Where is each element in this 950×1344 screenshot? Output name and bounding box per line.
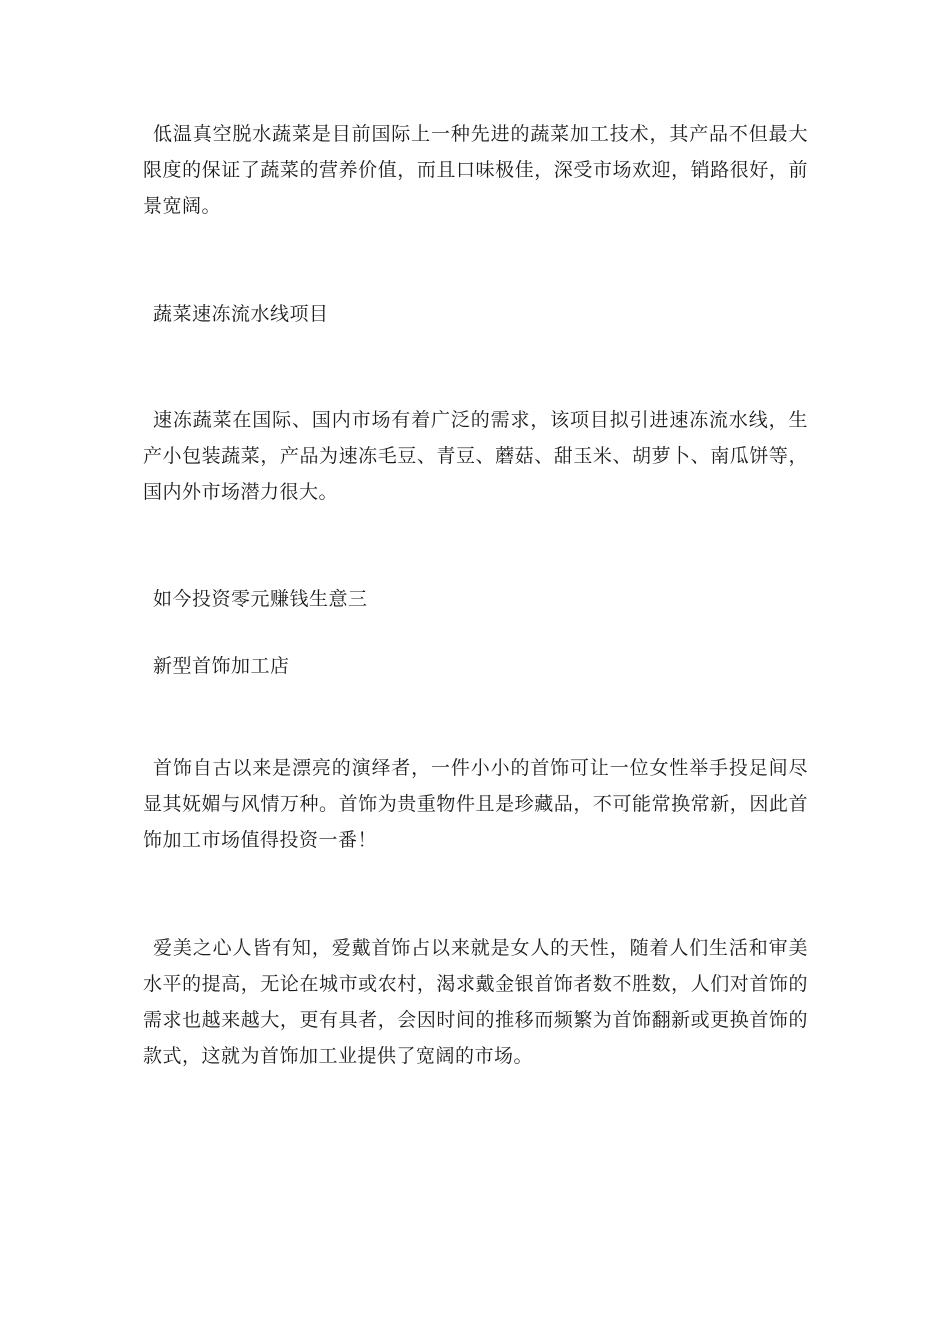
heading-frozen-vegetable-line: 蔬菜速冻流水线项目 (153, 303, 329, 325)
heading-jewelry-processing-shop: 新型首饰加工店 (153, 655, 290, 677)
heading-zero-investment-business-three: 如今投资零元赚钱生意三 (153, 588, 368, 610)
paragraph-frozen-vegetables: 速冻蔬菜在国际、国内市场有着广泛的需求，该项目拟引进速冻流水线，生产小包装蔬菜，产品为速冻毛豆、青豆、蘑菇、甜玉米、胡萝卜、南瓜饼等，国内外市场潜力很大。 (143, 409, 808, 503)
paragraph-jewelry-market: 爱美之心人皆有知，爱戴首饰占以来就是女人的天性，随着人们生活和审美水平的提高，无论在城市或农村，渴求戴金银首饰者数不胜数，人们对首饰的需求也越来越大，更有具者，会因时间的推移而频繁为首饰翻新或更换首饰的款式，这就为首饰加工业提供了宽阔的市场。 (143, 937, 808, 1067)
paragraph-vacuum-dehydrated-vegetables: 低温真空脱水蔬菜是目前国际上一种先进的蔬菜加工技术，其产品不但最大限度的保证了蔬菜的营养价值，而且口味极佳，深受市场欢迎，销路很好，前景宽阔。 (143, 123, 808, 217)
paragraph-jewelry-intro: 首饰自古以来是漂亮的演绎者，一件小小的首饰可让一位女性举手投足间尽显其妩媚与风情万种。首饰为贵重物件且是珍藏品，不可能常换常新，因此首饰加工市场值得投资一番！ (143, 757, 808, 851)
